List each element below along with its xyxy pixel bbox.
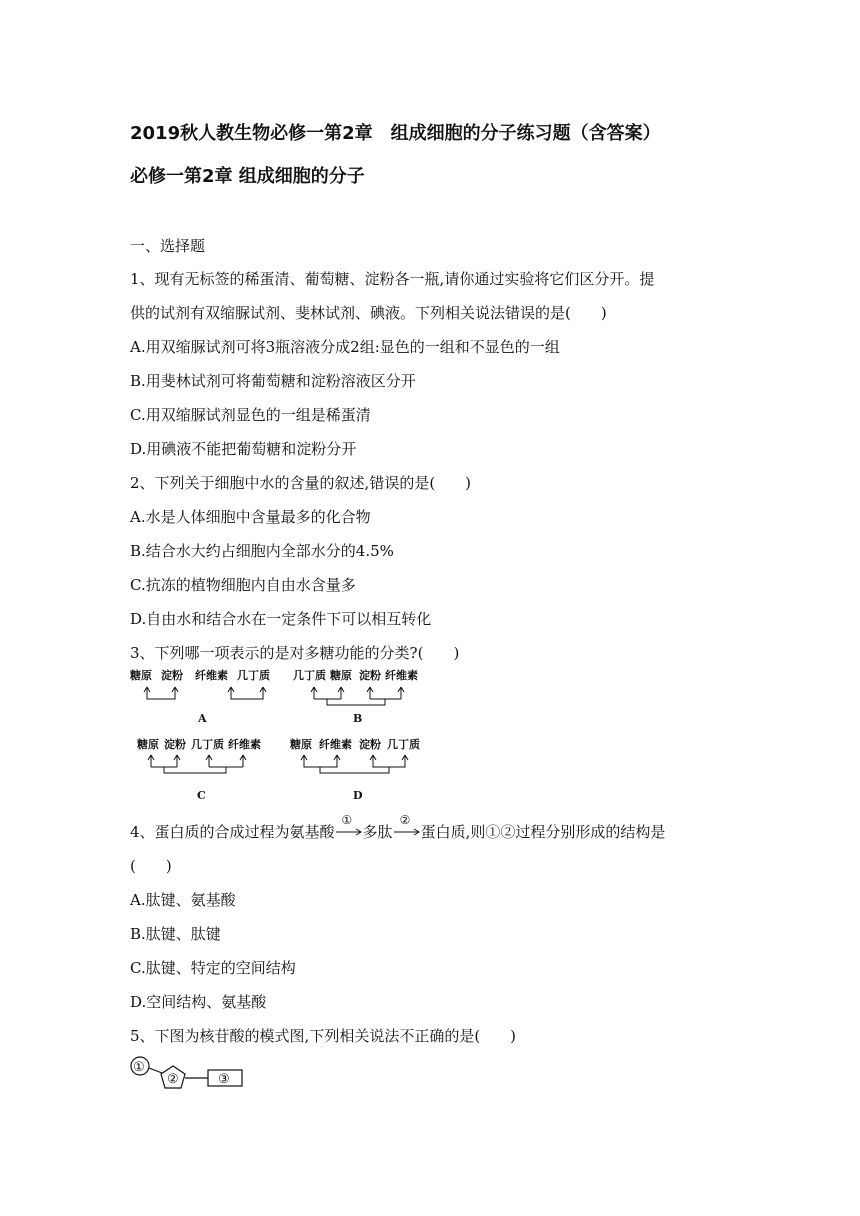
diagram-b-label-4: 纤维素 [385, 669, 418, 682]
diagram-a-label-4: 几丁质 [237, 669, 270, 682]
diagram-a-caption: A [198, 712, 207, 725]
diagram-d-label-1: 糖原 [290, 738, 312, 751]
q4-stem-part-b: 多肽 [362, 823, 393, 841]
q4-option-c: C.肽键、特定的空间结构 [130, 959, 296, 977]
step-2-marker: ② [399, 813, 411, 827]
diagram-c-label-3: 几丁质 [191, 738, 224, 751]
chapter-subtitle: 必修一第2章 组成细胞的分子 [130, 166, 365, 187]
diagram-a-label-1: 糖原 [130, 669, 152, 682]
q1-option-a: A.用双缩脲试剂可将3瓶溶液分成2组:显色的一组和不显色的一组 [130, 338, 560, 356]
q4-stem-line1 [130, 813, 666, 842]
part-2-label: ② [167, 1072, 179, 1087]
q2-option-b: B.结合水大约占细胞内全部水分的4.5% [130, 542, 394, 560]
section-heading: 一、选择题 [130, 237, 206, 255]
q4-arrow-1 [335, 813, 363, 842]
q4-option-b: B.肽键、肽键 [130, 925, 221, 943]
diagram-b-caption: B [353, 712, 363, 725]
q4-stem-line2: ( ) [130, 857, 172, 875]
diagram-c-label-4: 纤维素 [228, 738, 261, 751]
q5-stem: 5、下图为核苷酸的模式图,下列相关说法不正确的是( ) [130, 1027, 517, 1045]
diagram-a-label-3: 纤维素 [195, 669, 228, 682]
nucleotide-diagram [128, 1056, 248, 1092]
q4-arrow-2 [393, 813, 421, 842]
step-1-marker: ① [341, 813, 353, 827]
q1-stem-line1: 1、现有无标签的稀蛋清、葡萄糖、淀粉各一瓶,请你通过实验将它们区分开。提 [130, 270, 655, 288]
q2-option-d: D.自由水和结合水在一定条件下可以相互转化 [130, 610, 432, 628]
q2-option-c: C.抗冻的植物细胞内自由水含量多 [130, 576, 356, 594]
q4-stem-part-c: 蛋白质,则①②过程分别形成的结构是 [420, 823, 666, 841]
page-title: 2019秋人教生物必修一第2章 组成细胞的分子练习题（含答案） [130, 123, 661, 144]
q1-option-b: B.用斐林试剂可将葡萄糖和淀粉溶液区分开 [130, 372, 416, 390]
diagram-d-label-2: 纤维素 [319, 738, 352, 751]
diagram-d-caption: D [353, 789, 363, 802]
diagram-b-label-2: 糖原 [330, 669, 352, 682]
q1-stem-line2: 供的试剂有双缩脲试剂、斐林试剂、碘液。下列相关说法错误的是( ) [130, 304, 607, 322]
diagram-d-label-3: 淀粉 [359, 738, 381, 751]
diagram-d-label-4: 几丁质 [387, 738, 420, 751]
diagram-b-label-1: 几丁质 [293, 669, 326, 682]
q2-option-a: A.水是人体细胞中含量最多的化合物 [130, 508, 371, 526]
diagram-a-label-2: 淀粉 [161, 669, 183, 682]
part-1-label: ① [133, 1060, 145, 1075]
q1-option-d: D.用碘液不能把葡萄糖和淀粉分开 [130, 440, 357, 458]
q2-stem: 2、下列关于细胞中水的含量的叙述,错误的是( ) [130, 474, 472, 492]
diagram-c-caption: C [197, 789, 206, 802]
diagram-c-label-2: 淀粉 [164, 738, 186, 751]
q3-stem: 3、下列哪一项表示的是对多糖功能的分类?( ) [130, 644, 460, 662]
q1-option-c: C.用双缩脲试剂显色的一组是稀蛋清 [130, 406, 371, 424]
diagram-c-label-1: 糖原 [137, 738, 159, 751]
right-arrow-icon [335, 822, 363, 842]
q4-option-a: A.肽键、氨基酸 [130, 891, 236, 909]
polysaccharide-classification-diagrams [125, 665, 435, 805]
part-3-label: ③ [218, 1072, 230, 1087]
right-arrow-icon [393, 822, 421, 842]
q4-option-d: D.空间结构、氨基酸 [130, 993, 267, 1011]
diagram-b-label-3: 淀粉 [359, 669, 381, 682]
q4-stem-part-a: 4、蛋白质的合成过程为氨基酸 [130, 823, 335, 841]
